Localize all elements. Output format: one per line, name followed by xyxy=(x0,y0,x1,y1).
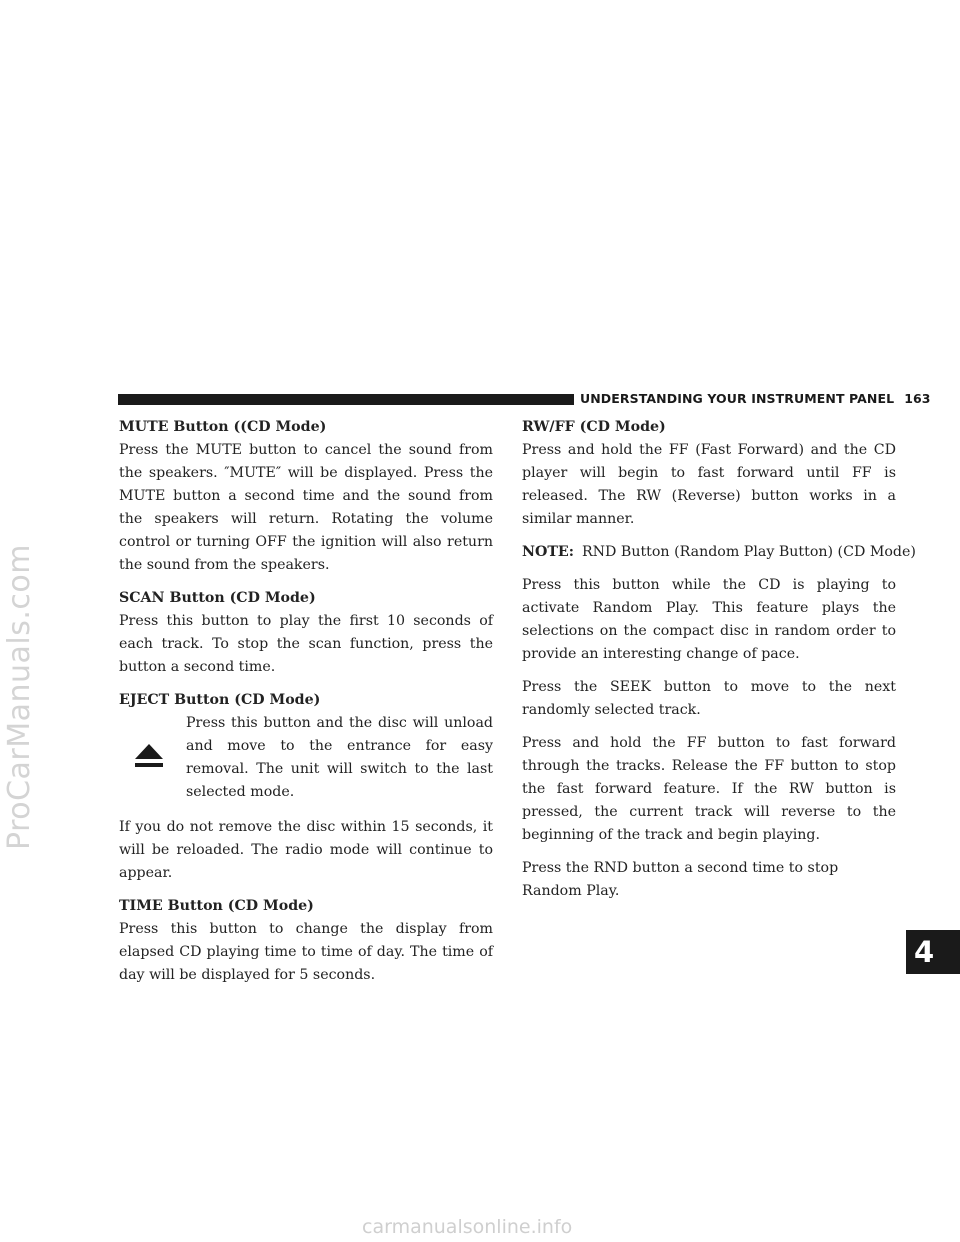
eject-icon xyxy=(135,744,163,768)
watermark-bottom: carmanualsonline.info xyxy=(362,1216,573,1238)
running-header xyxy=(580,391,931,406)
rnd-paragraph-4: Press the RND button a second time to stop Random Play. xyxy=(522,860,839,899)
header-rule xyxy=(118,394,574,405)
time-heading: TIME Button (CD Mode) xyxy=(119,898,314,914)
chapter-tab: 4 xyxy=(906,930,960,974)
mute-body: Press the MUTE button to cancel the sound from the speakers. ″MUTE″ will be displayed. Press the MUTE button a second time and the sound from the speakers will return. Rotating the volume control or turning OFF the ignition will also return the sound from the speakers. xyxy=(119,442,493,573)
page-number: 163 xyxy=(904,391,931,406)
scan-heading: SCAN Button (CD Mode) xyxy=(119,590,316,606)
time-body: Press this button to change the display from elapsed CD playing time to time of day. The time of day will be displayed for 5 seconds. xyxy=(119,921,493,983)
header-title: UNDERSTANDING YOUR INSTRUMENT PANEL xyxy=(580,391,895,406)
rnd-paragraph-2: Press the SEEK button to move to the next randomly selected track. xyxy=(522,679,896,718)
note-label: NOTE: xyxy=(522,544,574,560)
note-text: RND Button (Random Play Button) (CD Mode) xyxy=(581,544,916,560)
rnd-paragraph-1: Press this button while the CD is playing to activate Random Play. This feature plays the selections on the compact disc in random order to provide an interesting change of pace. xyxy=(522,577,896,662)
watermark-side: ProCarManuals.com xyxy=(2,543,37,850)
right-column xyxy=(522,416,916,903)
eject-heading: EJECT Button (CD Mode) xyxy=(119,692,321,708)
note xyxy=(522,541,916,564)
eject-body-2: If you do not remove the disc within 15 seconds, it will be reloaded. The radio mode will continue to appear. xyxy=(119,819,493,881)
rwff-body: Press and hold the FF (Fast Forward) and the CD player will begin to fast forward until FF is released. The RW (Reverse) button works in a similar manner. xyxy=(522,442,896,527)
mute-heading: MUTE Button ((CD Mode) xyxy=(119,419,327,435)
eject-body: Press this button and the disc will unload and move to the entrance for easy removal. The unit will switch to the last selected mode. xyxy=(186,715,493,800)
rnd-paragraph-3: Press and hold the FF button to fast forward through the tracks. Release the FF button to stop the fast forward feature. If the RW button is pressed, the current track will reverse to the beginning of the track and begin playing. xyxy=(522,735,896,843)
rwff-heading: RW/FF (CD Mode) xyxy=(522,419,666,435)
eject-block xyxy=(119,712,493,804)
scan-body: Press this button to play the first 10 seconds of each track. To stop the scan function, press the button a second time. xyxy=(119,613,493,675)
left-column xyxy=(119,416,493,987)
